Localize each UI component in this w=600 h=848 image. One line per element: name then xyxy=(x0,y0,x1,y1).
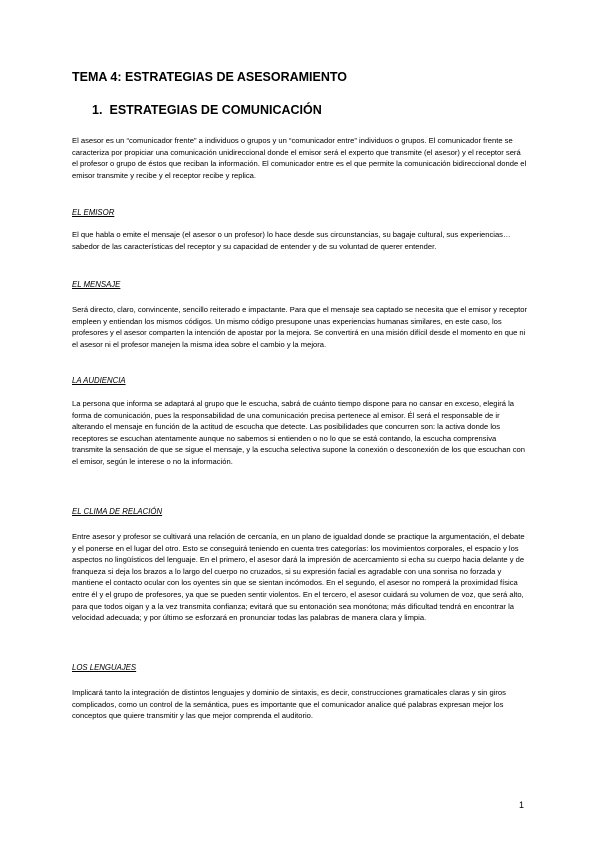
intro-paragraph: El asesor es un “comunicador frente” a individuos o grupos y un “comunicador entre” individuos o grupos. El comunicador frente se caracteriza por propiciar una comunicación unidireccional donde el emisor será el experto que transmite (el asesor) y el receptor será el profesor o grupo de éstos que reciban la información. El comunicador entre es el que permite la comunicación bidireccional donde el emisor transmite y recibe y el receptor recibe y replica. xyxy=(72,136,527,180)
paragraph-lenguajes: Implicará tanto la integración de distintos lenguajes y dominio de sintaxis, es decir, construcciones gramaticales claras y sin giros complicados, como un control de la semántica, pues es importante que el comunicador analice qué palabras expresan mejor los conceptos que quiere transmitir y las que mejor comprenda el auditorio. xyxy=(72,688,506,721)
heading-lenguajes: LOS LENGUAJES xyxy=(72,663,137,672)
heading-emisor: EL EMISOR xyxy=(72,208,115,217)
heading-audiencia: LA AUDIENCIA xyxy=(72,376,126,385)
paragraph-clima-relacion: Entre asesor y profesor se cultivará una relación de cercanía, en un plano de igualdad donde se practique la argumentación, el debate y el ponerse en el lugar del otro. Esto se conseguirá teniendo en cuenta tres categorías: los movimientos corporales, el espacio y los aspectos no lingüísticos del lenguaje. En el primero, el asesor dará la impresión de acercamiento si echa su cuerpo hacia delante y de franqueza si deja los brazos a lo largo del cuerpo no cruzados, si su expresión facial es agradable con una sonrisa no forzada y mantiene el contacto ocular con los oyentes sin que se sientan incómodos. En el segundo, el asesor no romperá la proximidad física entre él y el grupo de profesores, ya que se pueden sentir violentos. En el tercero, el asesor cuidará su volumen de voz, que será alto, para que todos oigan y a la vez transmita confianza; evitará que su entonación sea monótona; más dificultad tendrá en encontrar la velocidad adecuada; y por último se esforzará en pronunciar todas las palabras de manera clara y limpia. xyxy=(72,532,525,623)
paragraph-emisor: El que habla o emite el mensaje (el asesor o un profesor) lo hace desde sus circunstancias, su bagaje cultural, sus experiencias… sabedor de las características del receptor y su capacidad de entender y de su voluntad de querer entender. xyxy=(72,230,511,251)
section-number: 1. xyxy=(92,103,103,117)
heading-mensaje: EL MENSAJE xyxy=(72,280,121,289)
section-title xyxy=(92,103,322,117)
section-title-text: ESTRATEGIAS DE COMUNICACIÓN xyxy=(109,103,322,117)
heading-clima-relacion: EL CLIMA DE RELACIÓN xyxy=(72,507,163,516)
page-number: 1 xyxy=(519,800,525,810)
paragraph-audiencia: La persona que informa se adaptará al grupo que le escucha, sabrá de cuánto tiempo dispone para no cansar en exceso, elegirá la forma de comunicación, pues la responsabilidad de una comunicación precisa pertenece al emisor. Él será el responsable de ir alterando el mensaje en función de la actitud de escucha que detecte. Las posibilidades que concurren son: la activa donde los receptores se escuchan atentamente aunque no sabemos si entienden o no lo que se está contando, la escucha comprensiva transmite la sensación de que se sigue el mensaje, y la escucha selectiva supone la conexión o desconexión de los que escuchan con el emisor, según le interese o no la información. xyxy=(72,399,525,466)
document-title: TEMA 4: ESTRATEGIAS DE ASESORAMIENTO xyxy=(72,70,348,84)
paragraph-mensaje: Será directo, claro, convincente, sencillo reiterado e impactante. Para que el mensaje sea captado se necesita que el emisor y receptor empleen y entiendan los mismos códigos. Un mismo código presupone unas experiencias humanas similares, en este caso, los profesores y el asesor comparten la intención de apostar por la mejora. Se convertirá en una misión difícil desde el momento en que ni el asesor ni el profesor manejen la misma idea sobre el cambio y la mejora. xyxy=(72,305,528,349)
